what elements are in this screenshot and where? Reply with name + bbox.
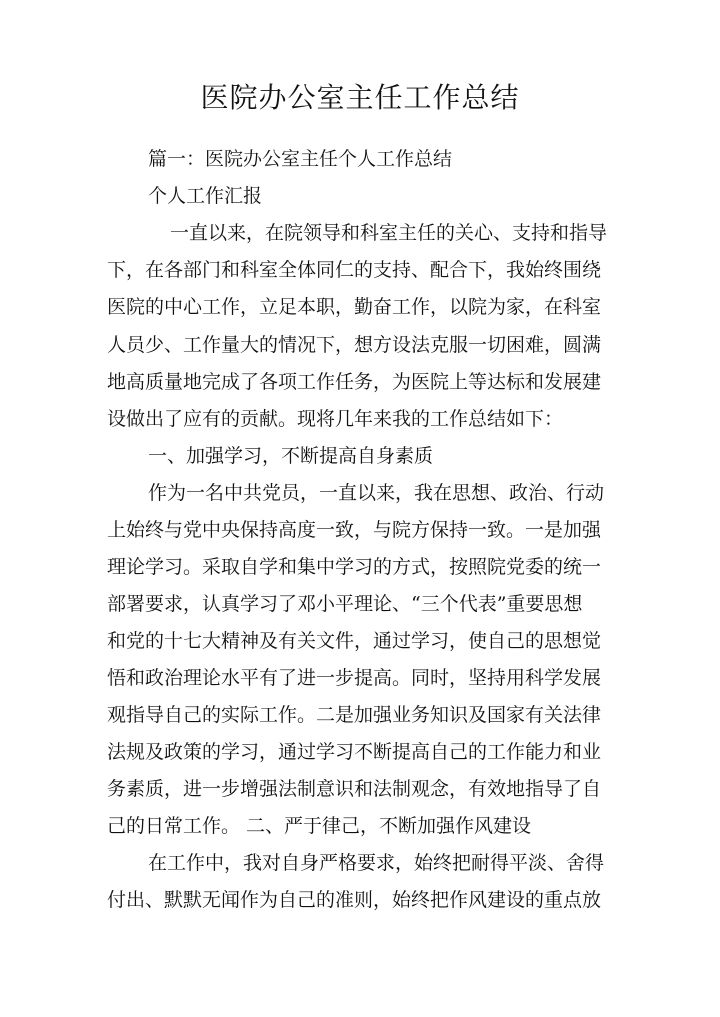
paragraph-line: 下，在各部门和科室全体同仁的支持、配合下，我始终围绕: [107, 259, 602, 281]
paragraph-line: 付出、默默无闻作为自己的准则，始终把作风建设的重点放: [107, 889, 602, 911]
paragraph-line: 部署要求，认真学习了邓小平理论、“三个代表”重要思想: [107, 593, 583, 615]
paragraph-line: 理论学习。采取自学和集中学习的方式，按照院党委的统一: [107, 556, 602, 578]
section-heading: 篇一：医院办公室主任个人工作总结: [148, 148, 453, 170]
paragraph-line: 在工作中，我对自身严格要求，始终把耐得平淡、舍得: [148, 852, 605, 874]
paragraph-line: 一直以来，在院领导和科室主任的关心、支持和指导: [170, 222, 608, 244]
paragraph-line: 法规及政策的学习，通过学习不断提高自己的工作能力和业: [107, 741, 602, 763]
subheading: 个人工作汇报: [148, 185, 263, 207]
paragraph-line: 和党的十七大精神及有关文件，通过学习，使自己的思想觉: [107, 630, 602, 652]
paragraph-line: 观指导自己的实际工作。二是加强业务知识及国家有关法律: [107, 704, 602, 726]
paragraph-line: 地高质量地完成了各项工作任务，为医院上等达标和发展建: [107, 371, 602, 393]
paragraph-line: 务素质，进一步增强法制意识和法制观念，有效地指导了自: [107, 778, 602, 800]
paragraph-line: 作为一名中共党员，一直以来，我在思想、政治、行动: [148, 482, 605, 504]
paragraph-line: 设做出了应有的贡献。现将几年来我的工作总结如下：: [107, 408, 564, 430]
paragraph-line: 己的日常工作。 二、严于律己，不断加强作风建设: [107, 815, 532, 837]
paragraph-line: 上始终与党中央保持高度一致，与院方保持一致。一是加强: [107, 519, 602, 541]
paragraph-line: 医院的中心工作，立足本职，勤奋工作，以院为家，在科室: [107, 296, 602, 318]
section-heading: 一、加强学习，不断提高自身素质: [148, 445, 434, 467]
document-title: 医院办公室主任工作总结: [200, 81, 520, 114]
paragraph-line: 人员少、工作量大的情况下，想方设法克服一切困难，圆满: [107, 334, 602, 356]
paragraph-line: 悟和政治理论水平有了进一步提高。同时，坚持用科学发展: [107, 667, 602, 689]
